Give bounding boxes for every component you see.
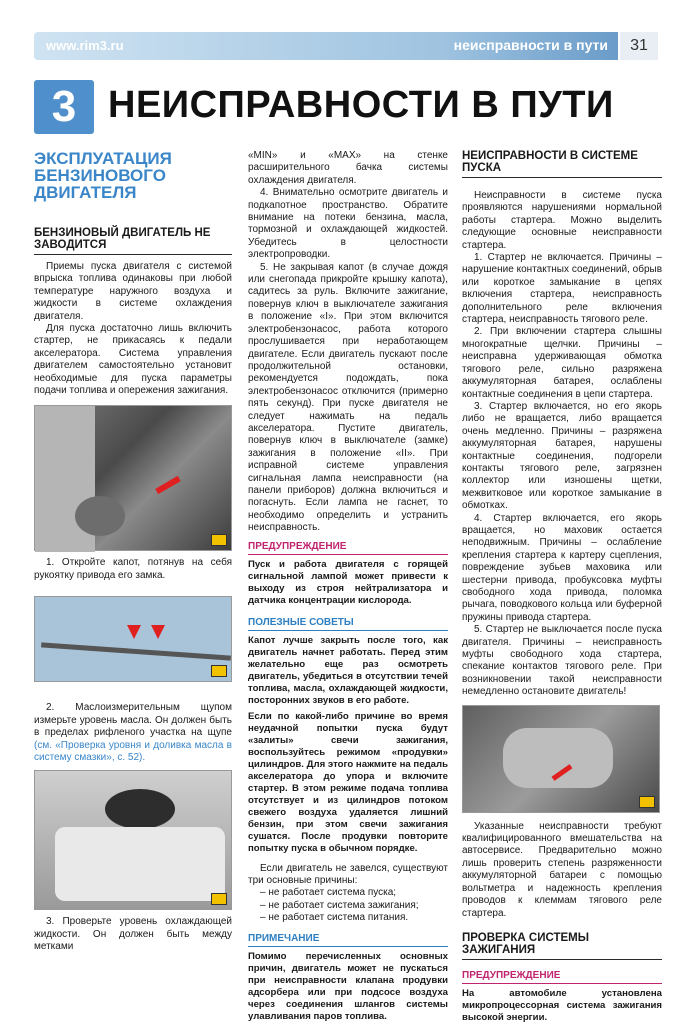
column-2 — [248, 150, 448, 1023]
warning-text: Пуск и работа двигателя с горящей сигнальной лампой может привести к выходу из строя нейтрализатора и датчика концентрации кислорода. — [248, 558, 448, 606]
expansion-tank — [55, 827, 225, 901]
photo-starter — [462, 705, 660, 813]
subsection-title: БЕНЗИНОВЫЙ ДВИГАТЕЛЬ НЕ ЗАВОДИТСЯ — [34, 227, 211, 251]
page-number: 31 — [620, 32, 658, 60]
paragraph: 5. Не закрывая капот (в случае дождя или снегопада прикройте крышку капота), садитесь за руль. Включите зажигание, повернув ключ в выключателе зажигания в положение «I». При этом включится электробензонасос, работа которого прослушивается при неработающем двигателе. Если двигатель пускают после продолжительной остановки, рекомендуется подождать, пока электробензонасос отключится (примерно пять секунд). При пуске двигателя не следует нажимать на педаль акселератора. Пустите двигатель, повернув ключ в выключателе (замке) зажигания в положение «II». При исправной системе управления сигнальная лампа неисправности (на панели приборов) должна включиться и погаснуть. Если лампа не гаснет, то необходимо определить и устранить неисправность. — [248, 261, 448, 534]
list-item: – не работает система питания. — [260, 912, 409, 924]
paragraph: 4. Стартер включается, его якорь вращается, но маховик остается неподвижным. Причины – ослабление крепления стартера к картеру сцепления, повреждение зубьев маховика или шестерни привода, пробуксовка муфты свободного хода привода, поломка рычага, поводкового кольца или буферной пружины привода стартера. — [462, 512, 662, 623]
paragraph: 3. Стартер включается, но его якорь либо не вращается, либо вращается очень медленно. Причины – разряжена аккумуляторная батарея, нарушены контактные соединения, подгорели контакты тягового реле, загрязнен коллектор или изношены щетки, межвитковое или короткое замыкание в обмотках. — [462, 400, 662, 512]
cross-reference-link[interactable]: (см. «Проверка уровня и доливка масла в систему смазки», с. 52). — [34, 739, 232, 763]
subsection-title: НЕИСПРАВНОСТИ В СИСТЕМЕ ПУСКА — [462, 150, 638, 174]
tips-title: ПОЛЕЗНЫЕ СОВЕТЫ — [248, 617, 448, 631]
chapter-number: 3 — [51, 82, 77, 131]
caption-2 — [34, 702, 232, 764]
column-1 — [34, 150, 232, 954]
list-item: – не работает система пуска; — [260, 887, 397, 899]
caption-2-text: 2. Маслоизмерительным щупом измерьте уровень масла. Он должен быть в пределах рифленого участка на щупе — [34, 702, 232, 739]
site-url[interactable]: www.rim3.ru — [46, 38, 124, 53]
tank-cap — [105, 789, 175, 829]
tips-text: Капот лучше закрыть после того, как двигатель начнет работать. Перед этим желательно еще раз осмотреть двигатель, убедиться в отсутствии течей топлива, масла, охлаждающей жидкости, посторонних звуков в его работе. — [248, 634, 448, 706]
list-item: – не работает система зажигания; — [260, 899, 419, 911]
photo-speaker — [75, 496, 125, 536]
section-title: ЭКСПЛУАТАЦИЯ БЕНЗИНОВОГО ДВИГАТЕЛЯ — [34, 149, 172, 202]
causes-list — [248, 887, 448, 924]
divider — [462, 177, 662, 178]
note-title: ПРИМЕЧАНИЕ — [248, 933, 448, 947]
tool-icon — [639, 796, 655, 808]
tool-icon — [211, 665, 227, 677]
tips-text: Если по какой-либо причине во время неудачной попытки пуска будут «залиты» свечи зажигания, воспользуйтесь режимом «продувки» цилиндров. Для этого нажмите на педаль акселератора до упора и включите стартер. В этом режиме подача топлива отсутствует и из цилиндров потоком свежего воздуха удаляется лишний бензин, при этом свечи зажигания сушатся. После продувки повторите попытку пуска в обычном порядке. — [248, 710, 448, 854]
paragraph: «MIN» и «MAX» на стенке расширительного бачка системы охлаждения двигателя. — [248, 150, 448, 186]
photo-dipstick — [34, 596, 232, 682]
arrow-icon — [155, 476, 181, 494]
caption-1: 1. Откройте капот, потянув на себя рукоятку привода его замка. — [34, 557, 232, 581]
paragraph: Для пуска достаточно лишь включить стартер, не прикасаясь к педали акселератора. Система управления двигателем самостоятельно установит необходимые для пуска параметры подачи топлива и опережения зажигания. — [34, 323, 232, 397]
warning-title: ПРЕДУПРЕЖДЕНИЕ — [248, 541, 448, 555]
chapter-title: НЕИСПРАВНОСТИ В ПУТИ — [108, 84, 614, 126]
caption-3: 3. Проверьте уровень охлаждающей жидкости. Он должен быть между метками — [34, 916, 232, 953]
starter-body — [503, 728, 613, 788]
subsection-title: ПРОВЕРКА СИСТЕМЫ ЗАЖИГАНИЯ — [462, 931, 590, 956]
paragraph: Приемы пуска двигателя с системой впрыска топлива одинаковы при любой температуре наружного воздуха и жидкости в системе охлаждения двигателя. — [34, 261, 232, 322]
arrow-icon — [127, 625, 141, 639]
divider — [462, 959, 662, 960]
paragraph: Если двигатель не завелся, существуют три основные причины: — [248, 862, 448, 886]
running-title: неисправности в пути — [453, 37, 608, 53]
paragraph: 5. Стартер не выключается после пуска двигателя. Причины – неисправность муфты свободного хода стартера, спекание контактов тягового реле. При возникновении такой неисправности немедленно остановите двигатель! — [462, 624, 662, 698]
warning-title: ПРЕДУПРЕЖДЕНИЕ — [462, 970, 662, 984]
photo-coolant-tank — [34, 770, 232, 910]
paragraph: 4. Внимательно осмотрите двигатель и подкапотное пространство. Обратите внимание на потеки бензина, масла, тормозной и охлаждающей жидкостей. Убедитесь в целостности электропроводки. — [248, 187, 448, 261]
tool-icon — [211, 534, 227, 546]
paragraph: 1. Стартер не включается. Причины – нарушение контактных соединений, обрыв или короткое замыкание в цепях включения стартера, неисправность дополнительного реле включения стартера, неисправность тягового реле. — [462, 252, 662, 326]
note-text: Помимо перечисленных основных причин, двигатель может не пускаться при неисправности клапана продувки адсорбера или при подсосе воздуха через соединения шлангов системы улавливания паров топлива. — [248, 950, 448, 1022]
dipstick — [41, 643, 231, 661]
paragraph: 2. При включении стартера слышны многократные щелчки. Причины – неисправна удерживающая обмотка тягового реле, сильно разряжена аккумуляторная батарея, ослаблены контактные соединения в цепи стартера. — [462, 326, 662, 400]
photo-hood-latch — [34, 405, 232, 551]
column-3 — [462, 150, 662, 1024]
tool-icon — [211, 893, 227, 905]
paragraph: Неисправности в системе пуска проявляются нарушениями нормальной работы стартера. Можно выделить следующие основные неисправности стартера. — [462, 190, 662, 251]
chapter-badge — [34, 80, 94, 134]
arrow-icon — [151, 625, 165, 639]
divider — [34, 254, 232, 255]
warning-text: На автомобиле установлена микропроцессорная система зажигания высокой энергии. — [462, 987, 662, 1023]
paragraph: Указанные неисправности требуют квалифицированного вмешательства на автосервисе. Предварительно можно лишь проверить степень разряженности аккумуляторной батареи с помощью вольтметра и надежность крепления проводов к клеммам тягового реле стартера. — [462, 820, 662, 919]
